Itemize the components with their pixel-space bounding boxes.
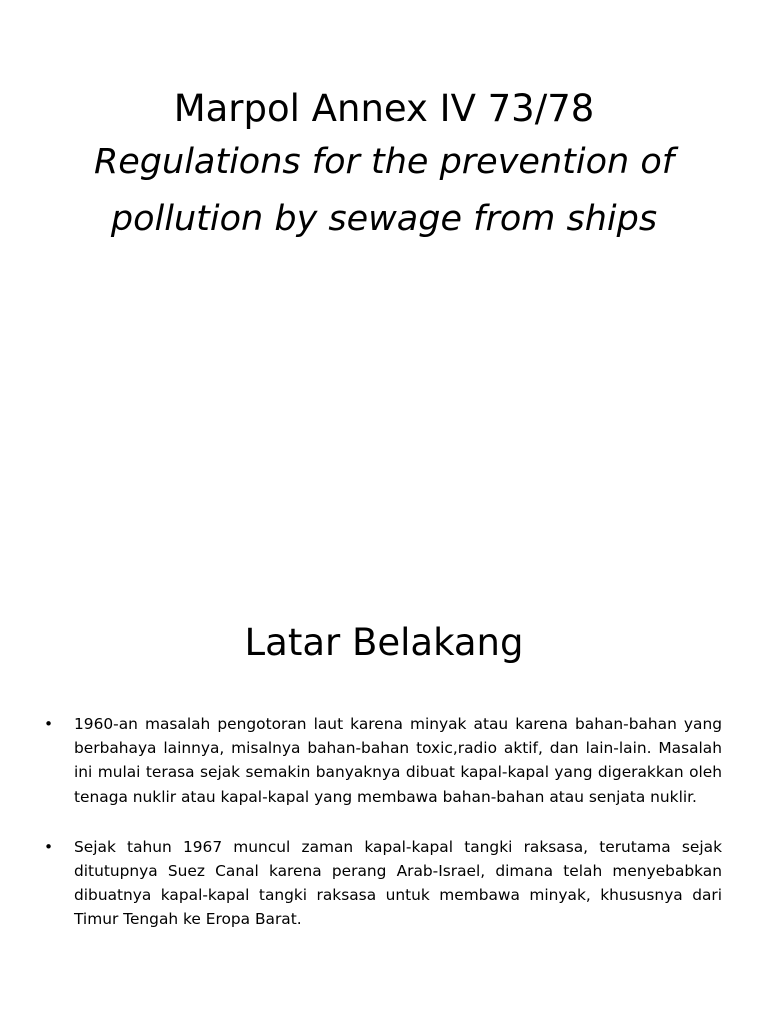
title-block [40, 84, 728, 248]
bullet-text: 1960-an masalah pengotoran laut karena minyak atau karena bahan-bahan yang berbahaya lainnya, misalnya bahan-bahan toxic,radio aktif, dan lain-lain. Masalah ini mulai terasa sejak semakin banyaknya dibuat kapal-kapal yang digerakkan oleh tenaga nuklir atau kapal-kapal yang membawa bahan-bahan atau senjata nuklir. [74, 715, 722, 806]
section-heading: Latar Belakang [244, 621, 524, 664]
bullet-list [44, 712, 722, 958]
bullet-item [44, 712, 722, 809]
content-slide [0, 512, 768, 1024]
bullet-text: Sejak tahun 1967 muncul zaman kapal-kapal tangki raksasa, terutama sejak ditutupnya Suez Canal karena perang Arab-Israel, dimana telah menyebabkan dibuatnya kapal-kapal tangki raksasa untuk membawa minyak, khususnya dari Timur Tengah ke Eropa Barat. [74, 837, 722, 929]
bullet-marker: • [44, 837, 54, 856]
bullet-item [44, 835, 722, 932]
bullet-marker: • [44, 715, 54, 733]
slide-title: Marpol Annex IV 73/78 [173, 87, 595, 130]
slide-subtitle: Regulations for the prevention of pollution by sewage from ships [93, 142, 675, 239]
